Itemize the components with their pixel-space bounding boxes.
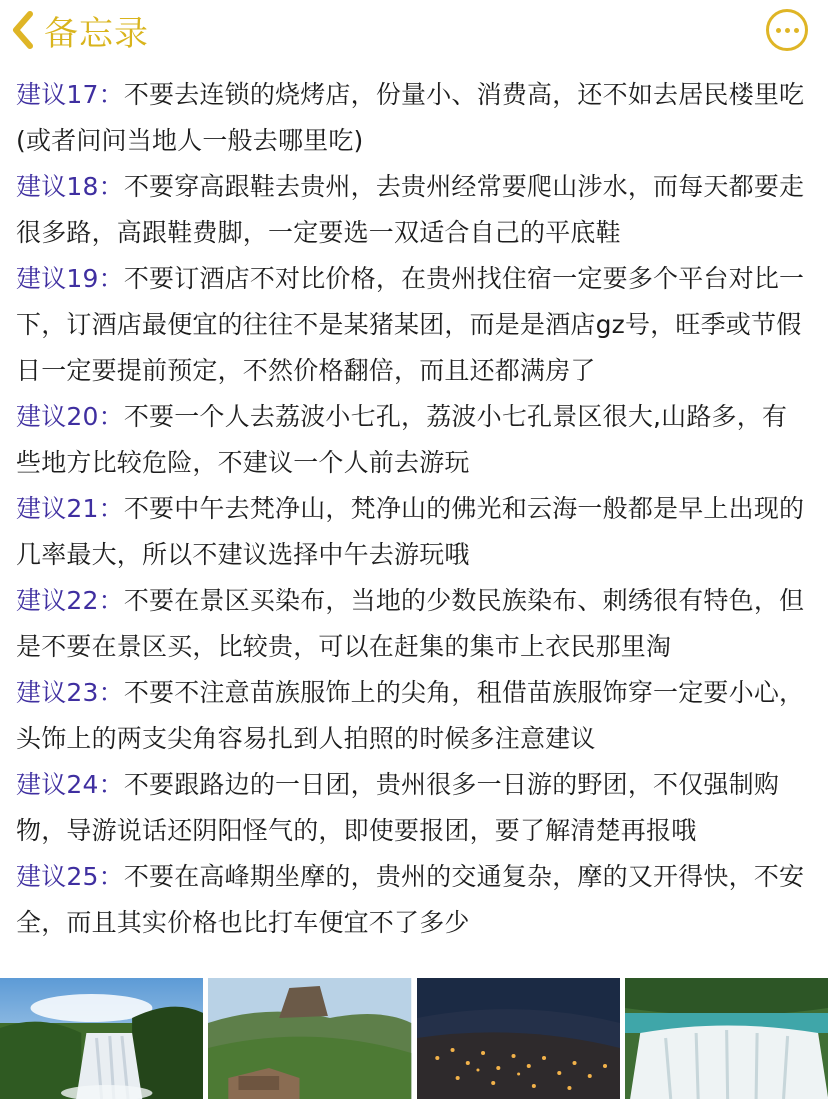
tip-25 [16, 854, 806, 946]
more-dots-icon [776, 28, 799, 33]
tip-label: 建议24： [16, 770, 124, 799]
tip-label: 建议21： [16, 494, 124, 523]
tip-24 [16, 762, 806, 854]
tip-text: 不要跟路边的一日团，贵州很多一日游的野团，不仅强制购物，导游说话还阴阳怪气的，即使要报团，要了解清楚再报哦 [16, 770, 780, 845]
tip-label: 建议17： [16, 80, 124, 109]
tip-18 [16, 164, 806, 256]
photo-mountain[interactable] [208, 978, 411, 1099]
tip-22 [16, 578, 806, 670]
back-button[interactable] [10, 8, 149, 52]
tip-text: 不要去连锁的烧烤店，份量小、消费高，还不如去居民楼里吃(或者问问当地人一般去哪里吃) [16, 80, 805, 155]
tip-text: 不要在景区买染布，当地的少数民族染布、刺绣很有特色，但是不要在景区买，比较贵，可以在赶集的集市上衣民那里淘 [16, 586, 805, 661]
tip-21 [16, 486, 806, 578]
tip-text: 不要中午去梵净山，梵净山的佛光和云海一般都是早上出现的几率最大，所以不建议选择中午去游玩哦 [16, 494, 805, 569]
tip-label: 建议20： [16, 402, 124, 431]
tip-label: 建议23： [16, 678, 124, 707]
waterfall-photo-icon [0, 978, 203, 1099]
page-title: 备忘录 [44, 13, 149, 54]
tip-text: 不要订酒店不对比价格，在贵州找住宿一定要多个平台对比一下，订酒店最便宜的往往不是某猪某团，而是是酒店gz号，旺季或节假日一定要提前预定，不然价格翻倍，而且还都满房了 [16, 264, 805, 385]
tip-23 [16, 670, 806, 762]
mountain-photo-icon [208, 978, 411, 1099]
tip-text: 不要在高峰期坐摩的，贵州的交通复杂，摩的又开得快，不安全，而且其实价格也比打车便宜不了多少 [16, 862, 805, 937]
nav-header [0, 0, 828, 62]
photo-waterfall[interactable] [0, 978, 203, 1099]
chevron-left-icon [10, 10, 36, 50]
lake-falls-photo-icon [625, 978, 828, 1099]
tip-text: 不要不注意苗族服饰上的尖角，租借苗族服饰穿一定要小心，头饰上的两支尖角容易扎到人拍照的时候多注意建议 [16, 678, 805, 753]
photo-lake-falls[interactable] [625, 978, 828, 1099]
tip-label: 建议22： [16, 586, 124, 615]
photo-night-village[interactable] [417, 978, 620, 1099]
tip-label: 建议18： [16, 172, 124, 201]
tip-20 [16, 394, 806, 486]
night-village-photo-icon [417, 978, 620, 1099]
tip-19 [16, 256, 806, 394]
note-body [16, 72, 806, 946]
tip-label: 建议19： [16, 264, 124, 293]
tip-17 [16, 72, 806, 164]
tip-label: 建议25： [16, 862, 124, 891]
photo-strip [0, 978, 828, 1099]
more-button[interactable] [766, 9, 808, 51]
tip-text: 不要穿高跟鞋去贵州，去贵州经常要爬山涉水，而每天都要走很多路，高跟鞋费脚，一定要选一双适合自己的平底鞋 [16, 172, 805, 247]
tip-text: 不要一个人去荔波小七孔，荔波小七孔景区很大,山路多，有些地方比较危险，不建议一个人前去游玩 [16, 402, 788, 477]
